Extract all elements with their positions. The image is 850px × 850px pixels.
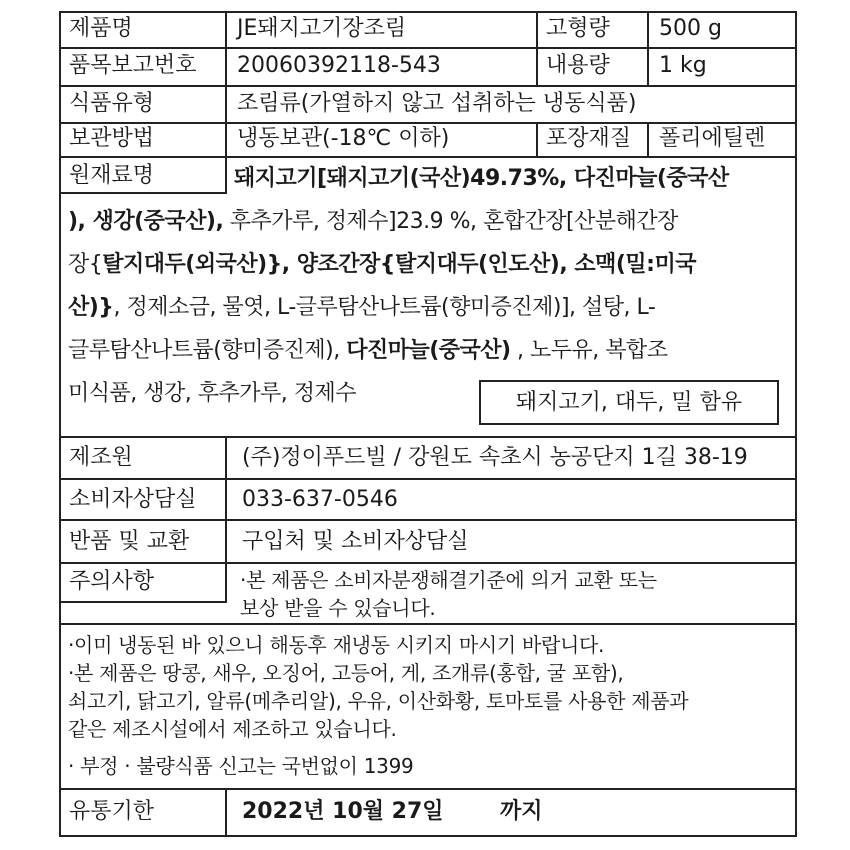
note-text: 쇠고기, 닭고기, 알류(메추리알), 우유, 이산화황, 토마토를 사용한 제품과 [68,689,689,713]
product-name-label: 제품명 [69,16,133,41]
allergen-box [479,380,779,425]
ingredients-text: 후추가루, 정제수]23.9 %, 혼합간장[산분해간장 [223,209,678,234]
ingredients-line [68,372,356,415]
manufacturer-value: (주)정이푸드빌 / 강원도 속초시 농공단지 1길 38-19 [242,445,748,470]
ingredients-text: , 노두유, 복합조 [510,338,668,363]
caution-label: 주의사항 [69,569,155,594]
packaging-value: 폴리에틸렌 [659,126,766,151]
divider [225,436,227,562]
net-content-value: 1 kg [659,53,707,78]
ingredients-text: 장{ [68,252,103,277]
storage-label: 보관방법 [69,126,155,151]
consumer-center-phone: 033-637-0546 [242,487,398,512]
ingredients-text: 다진마늘(중국산) [346,338,511,363]
divider [59,788,795,790]
caution-text: ·본 제품은 소비자분쟁해결기준에 의거 교환 또는 [240,568,657,592]
caution-text: 보상 받을 수 있습니다. [240,596,436,620]
ingredients-text: 미식품, 생강, 후추가루, 정제수 [68,381,356,406]
ingredients-label: 원재료명 [69,163,155,188]
note-text: ·이미 냉동된 바 있으니 해동후 재냉동 시키지 마시기 바랍니다. [68,633,605,657]
ingredients-text: 탈지대두(외국산)}, 양조간장{탈지대두(인도산), 소맥(밀:미국 [102,252,696,277]
report-no-value: 20060392118-543 [237,53,441,78]
return-value: 구입처 및 소비자상담실 [242,529,469,554]
note-text: 같은 제조시설에서 제조하고 있습니다. [68,717,397,741]
ingredients-text: , 정제소금, 물엿, L-글루탐산나트륨(향미증진제)], 설탕, L- [113,295,656,320]
note-text: ·본 제품은 땅콩, 새우, 오징어, 고등어, 게, 조개류(홍합, 굴 포함), [68,661,624,685]
solid-content-value: 500 g [659,16,722,41]
food-type-label: 식품유형 [69,91,155,116]
ingredients-text: 글루탐산나트륨(향미증진제), [68,338,347,363]
return-label: 반품 및 교환 [69,529,190,554]
ingredients-line [68,243,696,286]
food-type-value: 조림류(가열하지 않고 섭취하는 냉동식품) [237,91,637,116]
note-text: · 부정 · 불량식품 신고는 국번없이 1399 [68,754,414,778]
product-name-value: JE돼지고기장조림 [237,16,407,41]
storage-value: 냉동보관(-18℃ 이하) [237,126,450,151]
allergen-text: 돼지고기, 대두, 밀 함유 [515,390,743,415]
divider [59,478,795,480]
expiry-suffix: 까지 [500,799,543,824]
divider [59,436,795,438]
divider [59,47,795,49]
divider [59,623,795,625]
ingredients-line [68,329,668,372]
divider [59,519,795,521]
ingredients-line [234,157,729,200]
packaging-label: 포장재질 [546,126,632,151]
manufacturer-label: 제조원 [69,445,133,470]
net-content-label: 내용량 [546,53,610,78]
divider [225,788,227,837]
consumer-center-label: 소비자상담실 [69,487,197,512]
ingredients-text: 산)} [68,295,114,320]
expiry-label: 유통기한 [69,799,155,824]
report-no-label: 품목보고번호 [69,53,197,78]
divider [59,85,795,87]
ingredients-text: ), 생강(중국산), [68,209,224,234]
ingredients-line [68,200,678,243]
ingredients-text: 돼지고기[돼지고기(국산)49.73%, 다진마늘(중국산 [234,166,729,191]
expiry-date: 2022년 10월 27일 [242,799,444,824]
ingredients-line [68,286,655,329]
solid-content-label: 고형량 [546,16,610,41]
